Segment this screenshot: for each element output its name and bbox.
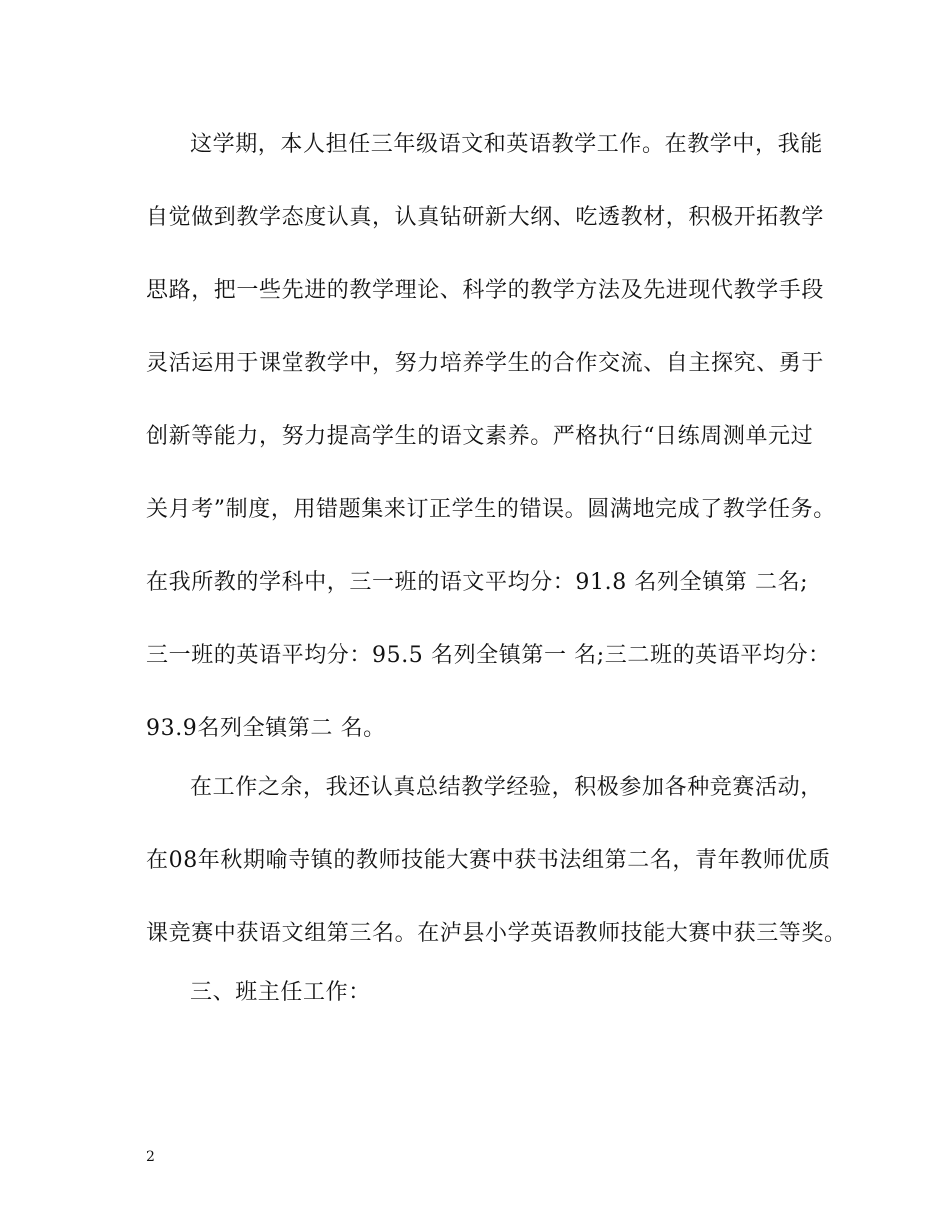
paragraph-line-3: 思路，把一些先进的教学理论、科学的教学方法及先进现代教学手段 (146, 278, 825, 303)
paragraph-line-5: 创新等能力，努力提高学生的语文素养。严格执行“日练周测单元过 (146, 424, 814, 449)
paragraph-line-12: 课竞赛中获语文组第三名。在泸县小学英语教师技能大赛中获三等奖。 (146, 921, 847, 946)
paragraph-line-6: 关月考”制度，用错题集来订正学生的错误。圆满地完成了教学任务。 (146, 497, 836, 522)
paragraph-line-8: 三一班的英语平均分：95.5 名列全镇第一 名;三二班的英语平均分： (146, 643, 831, 668)
paragraph-line-4: 灵活运用于课堂教学中，努力培养学生的合作交流、自主探究、勇于 (146, 351, 825, 376)
paragraph-line-1: 这学期，本人担任三年级语文和英语教学工作。在教学中，我能 (190, 132, 823, 157)
paragraph-line-11: 在08年秋期喻寺镇的教师技能大赛中获书法组第二名，青年教师优质 (146, 848, 831, 873)
paragraph-line-10: 在工作之余，我还认真总结教学经验，积极参加各种竞赛活动， (190, 775, 823, 800)
section-heading: 三、班主任工作： (190, 980, 371, 1005)
paragraph-line-7: 在我所教的学科中，三一班的语文平均分：91.8 名列全镇第 二名; (146, 570, 809, 595)
paragraph-line-9: 93.9名列全镇第二 名。 (146, 716, 386, 741)
paragraph-line-2: 自觉做到教学态度认真，认真钻研新大纲、吃透教材，积极开拓教学 (146, 205, 825, 230)
page-number: 2 (146, 1149, 155, 1165)
